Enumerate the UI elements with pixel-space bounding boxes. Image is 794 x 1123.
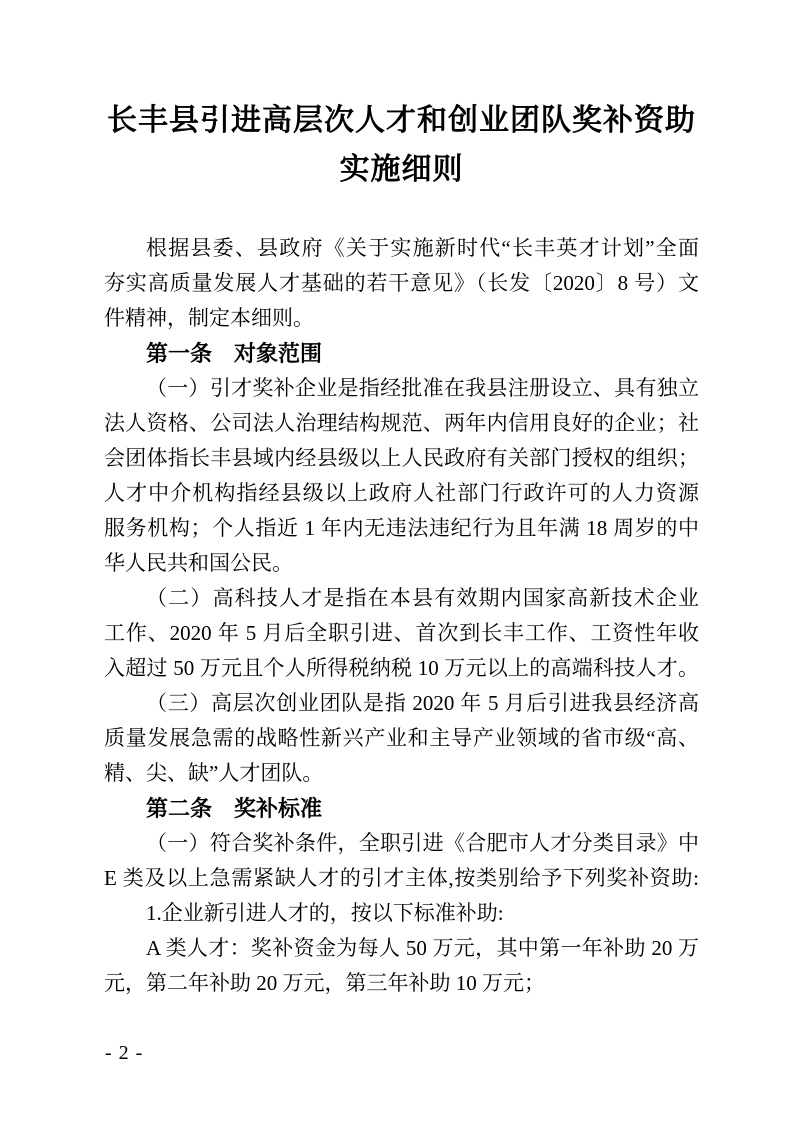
body-line: （一）符合奖补条件，全职引进《合肥市人才分类目录》中 [146, 831, 699, 855]
body-line: 夯实高质量发展人才基础的若干意见》（长发〔2020〕8 号）文 [104, 271, 699, 295]
body-line: 法人资格、公司法人治理结构规范、两年内信用良好的企业；社 [104, 411, 699, 435]
body-line: （一）引才奖补企业是指经批准在我县注册设立、具有独立 [146, 376, 699, 400]
body-line: 精、尖、缺”人才团队。 [104, 761, 324, 785]
body-line: 质量发展急需的战略性新兴产业和主导产业领域的省市级“高、 [104, 726, 699, 750]
document-body [104, 231, 699, 1001]
body-line: A 类人才：奖补资金为每人 50 万元，其中第一年补助 20 万 [146, 936, 699, 960]
body-line: 华人民共和国公民。 [104, 551, 293, 575]
body-line: 元，第二年补助 20 万元，第三年补助 10 万元； [104, 971, 545, 995]
body-line: E 类及以上急需紧缺人才的引才主体,按类别给予下列奖补资助: [104, 866, 699, 890]
body-line: 1.企业新引进人才的，按以下标准补助: [146, 901, 504, 925]
body-line: 服务机构；个人指近 1 年内无违法违纪行为且年满 18 周岁的中 [104, 516, 699, 540]
body-line: 根据县委、县政府《关于实施新时代“长丰英才计划”全面 [146, 236, 699, 260]
document-title [104, 96, 699, 194]
body-line: 会团体指长丰县域内经县级以上人民政府有关部门授权的组织； [104, 446, 699, 470]
document-title-line: 实施细则 [339, 153, 464, 186]
body-line: 人才中介机构指经县级以上政府人社部门行政许可的人力资源 [104, 481, 699, 505]
body-line: （三）高层次创业团队是指 2020 年 5 月后引进我县经济高 [146, 691, 699, 715]
section-heading: 第一条 对象范围 [146, 341, 323, 366]
document-title-line: 长丰县引进高层次人才和创业团队奖补资助 [107, 104, 696, 137]
body-line: 件精神，制定本细则。 [104, 306, 314, 330]
page-number: - 2 - [105, 1042, 144, 1064]
body-line: 工作、2020 年 5 月后全职引进、首次到长丰工作、工资性年收 [104, 621, 699, 645]
body-line: （二）高科技人才是指在本县有效期内国家高新技术企业 [146, 586, 699, 610]
section-heading: 第二条 奖补标准 [146, 796, 323, 821]
body-line: 入超过 50 万元且个人所得税纳税 10 万元以上的高端科技人才。 [104, 656, 699, 680]
